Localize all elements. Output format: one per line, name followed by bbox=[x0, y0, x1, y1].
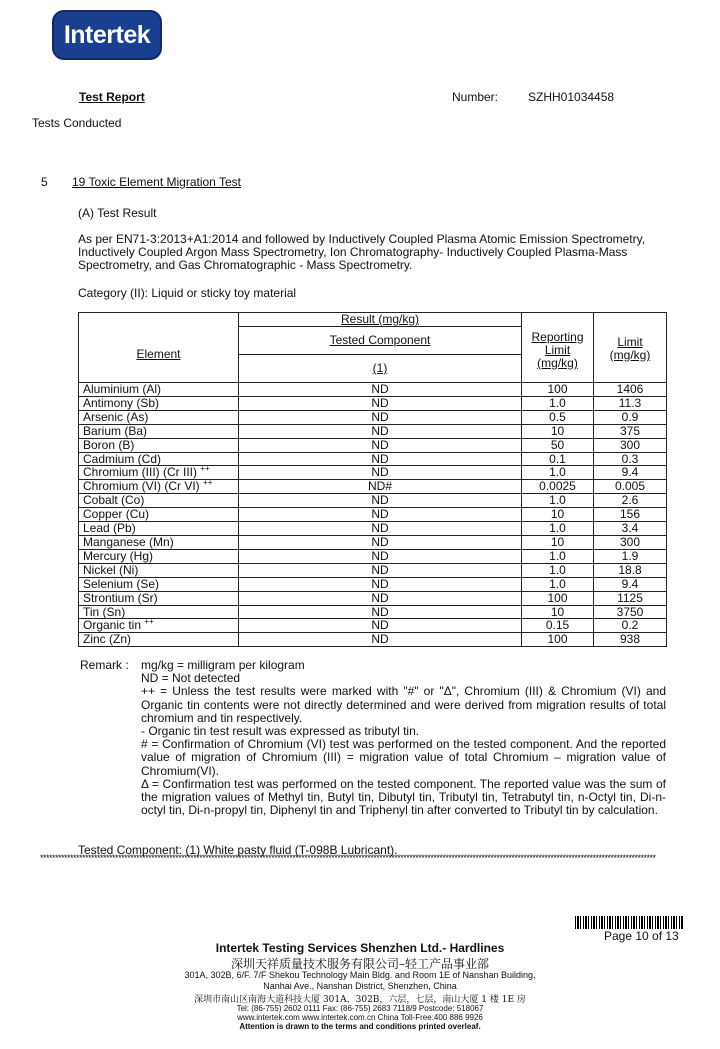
table-row bbox=[79, 633, 667, 647]
header-rl-line-2: Limit bbox=[544, 343, 571, 357]
result-cell bbox=[239, 424, 522, 438]
result-cell-text: ND bbox=[371, 396, 389, 410]
table-row bbox=[79, 522, 667, 536]
element-cell-text: Boron (B) bbox=[83, 438, 135, 452]
reporting-limit-cell bbox=[522, 383, 594, 397]
table-row bbox=[79, 591, 667, 605]
limit-cell bbox=[594, 410, 667, 424]
result-cell bbox=[239, 494, 522, 508]
result-cell-text: ND bbox=[371, 577, 389, 591]
reporting-limit-cell bbox=[522, 410, 594, 424]
limit-cell bbox=[594, 563, 667, 577]
element-cell bbox=[79, 522, 239, 536]
reporting-limit-cell-text: 0.0025 bbox=[539, 479, 576, 494]
element-cell bbox=[79, 619, 239, 633]
element-cell bbox=[79, 508, 239, 522]
reporting-limit-cell bbox=[522, 396, 594, 410]
reporting-limit-cell bbox=[522, 633, 594, 647]
result-cell bbox=[239, 633, 522, 647]
result-cell-text: ND bbox=[371, 618, 389, 633]
results-table bbox=[78, 312, 667, 647]
footer-attention: Attention is drawn to the terms and conditions printed overleaf. bbox=[239, 1022, 481, 1031]
limit-cell bbox=[594, 424, 667, 438]
footer-company-en: Intertek Testing Services Shenzhen Ltd.- Hardlines bbox=[215, 941, 505, 955]
remark-line: # = Confirmation of Chromium (VI) test was performed on the tested component. And the reported value of migration of Chromium (III) = migration value of total Chromium – migration value of Chromium(VI). bbox=[141, 737, 666, 778]
result-cell bbox=[239, 466, 522, 480]
result-cell-text: ND bbox=[371, 452, 389, 466]
test-method: As per EN71-3:2013+A1:2014 and followed by Inductively Coupled Plasma Atomic Emission Spectrometry, Inductively Coupled Argon Mass Spectrometry, Ion Chromatography- Inductively Coupled Plasma-Mass Spectrometry, and Gas Chromatographic - Mass Spectrometry. bbox=[78, 232, 646, 272]
table-row bbox=[79, 480, 667, 494]
limit-cell bbox=[594, 396, 667, 410]
element-cell-text: Manganese (Mn) bbox=[83, 535, 174, 549]
table-row bbox=[79, 383, 667, 397]
element-cell-text: Aluminium (Al) bbox=[83, 382, 162, 396]
reporting-limit-cell-text: 1.0 bbox=[549, 577, 566, 591]
footer-address-cn: 深圳市南山区南海大道科技大厦 301A、302B，六层，七层，南山大厦 1 楼 1E 房 bbox=[194, 995, 526, 1005]
table-row bbox=[79, 396, 667, 410]
element-cell-text: Nickel (Ni) bbox=[83, 563, 139, 577]
result-cell bbox=[239, 591, 522, 605]
table-row bbox=[79, 466, 667, 480]
result-cell bbox=[239, 619, 522, 633]
element-cell bbox=[79, 563, 239, 577]
element-cell bbox=[79, 466, 239, 480]
header-tested-component: Tested Component bbox=[239, 327, 522, 355]
report-number-label: Number: bbox=[452, 90, 499, 104]
reporting-limit-cell-text: 50 bbox=[550, 438, 565, 452]
limit-cell bbox=[594, 633, 667, 647]
element-cell-text: Arsenic (As) bbox=[83, 410, 149, 424]
reporting-limit-cell bbox=[522, 494, 594, 508]
element-cell bbox=[79, 633, 239, 647]
header-limit-line-2: (mg/kg) bbox=[609, 347, 651, 362]
element-cell-text: Mercury (Hg) bbox=[83, 549, 154, 563]
remark-line: - Organic tin test result was expressed as tributyl tin. bbox=[141, 724, 420, 739]
result-cell-text: ND# bbox=[367, 479, 392, 494]
result-cell-text: ND bbox=[371, 465, 389, 480]
result-cell bbox=[239, 605, 522, 619]
limit-cell bbox=[594, 605, 667, 619]
limit-cell bbox=[594, 466, 667, 480]
remark-label: Remark : bbox=[80, 658, 129, 672]
reporting-limit-cell-text: 0.1 bbox=[549, 452, 566, 466]
limit-cell-text: 18.8 bbox=[618, 563, 642, 577]
reporting-limit-cell-text: 1.0 bbox=[549, 465, 566, 480]
result-cell bbox=[239, 549, 522, 563]
report-number-value: SZHH01034458 bbox=[528, 90, 615, 104]
page-number: Page 10 of 13 bbox=[604, 929, 679, 943]
reporting-limit-cell-text: 100 bbox=[547, 382, 568, 396]
table-row bbox=[79, 452, 667, 466]
result-cell-text: ND bbox=[371, 493, 389, 508]
limit-cell-text: 1125 bbox=[617, 591, 643, 605]
limit-cell bbox=[594, 577, 667, 591]
result-cell-text: ND bbox=[371, 535, 389, 549]
table-row bbox=[79, 549, 667, 563]
element-cell bbox=[79, 383, 239, 397]
element-cell-text: Lead (Pb) bbox=[83, 521, 136, 536]
limit-cell-text: 2.6 bbox=[621, 493, 639, 508]
element-cell-text: Cadmium (Cd) bbox=[83, 452, 162, 466]
result-cell bbox=[239, 410, 522, 424]
element-cell-text: Selenium (Se) bbox=[83, 577, 160, 591]
result-cell bbox=[239, 508, 522, 522]
result-cell bbox=[239, 452, 522, 466]
reporting-limit-cell bbox=[522, 549, 594, 563]
table-row bbox=[79, 508, 667, 522]
logo-text: Intertek bbox=[63, 20, 151, 49]
header-component-1: (1) bbox=[239, 355, 522, 383]
result-cell-text: ND bbox=[371, 424, 389, 438]
result-cell bbox=[239, 396, 522, 410]
limit-cell bbox=[594, 535, 667, 549]
reporting-limit-cell-text: 1.0 bbox=[549, 396, 566, 410]
reporting-limit-cell-text: 10 bbox=[550, 535, 565, 549]
footer-company-cn: 深圳天祥质量技术服务有限公司–轻工产品事业部 bbox=[230, 957, 489, 971]
element-cell-text: Copper (Cu) bbox=[83, 507, 150, 522]
limit-cell-text: 300 bbox=[619, 535, 641, 549]
limit-cell bbox=[594, 480, 667, 494]
result-cell bbox=[239, 577, 522, 591]
header-element: Element bbox=[79, 313, 239, 383]
limit-cell-text: 11.3 bbox=[618, 396, 642, 410]
reporting-limit-cell bbox=[522, 438, 594, 452]
element-cell bbox=[79, 396, 239, 410]
reporting-limit-cell bbox=[522, 452, 594, 466]
element-cell bbox=[79, 410, 239, 424]
test-index: 5 bbox=[41, 175, 48, 189]
header-rl-line-3: (mg/kg) bbox=[537, 356, 578, 370]
result-cell-text: ND bbox=[371, 632, 389, 647]
limit-cell-text: 1406 bbox=[616, 382, 644, 396]
element-cell bbox=[79, 438, 239, 452]
limit-cell bbox=[594, 591, 667, 605]
header-result: Result (mg/kg) bbox=[239, 313, 522, 327]
intertek-logo bbox=[52, 10, 162, 60]
test-result-heading: (A) Test Result bbox=[78, 206, 157, 220]
reporting-limit-cell-text: 10 bbox=[550, 507, 565, 522]
reporting-limit-cell-text: 1.0 bbox=[549, 493, 566, 508]
element-cell bbox=[79, 535, 239, 549]
limit-cell-text: 300 bbox=[619, 438, 641, 452]
reporting-limit-cell-text: 100 bbox=[547, 632, 568, 647]
result-cell bbox=[239, 522, 522, 536]
table-row bbox=[79, 424, 667, 438]
limit-cell-text: 0.005 bbox=[614, 479, 646, 494]
footer-web: www.intertek.com www.intertek.com.cn China Toll-Free:400 886 9926 bbox=[237, 1013, 483, 1022]
limit-cell-text: 0.2 bbox=[621, 618, 639, 633]
reporting-limit-cell bbox=[522, 605, 594, 619]
result-cell-text: ND bbox=[371, 410, 389, 424]
limit-cell-text: 3750 bbox=[616, 605, 644, 619]
reporting-limit-cell bbox=[522, 563, 594, 577]
limit-cell-text: 9.4 bbox=[621, 465, 639, 480]
limit-cell-text: 375 bbox=[619, 424, 641, 438]
limit-cell-text: 0.3 bbox=[621, 452, 639, 466]
result-cell-text: ND bbox=[371, 549, 389, 563]
table-row bbox=[79, 410, 667, 424]
element-cell bbox=[79, 605, 239, 619]
reporting-limit-cell-text: 1.0 bbox=[549, 549, 566, 563]
result-cell-text: ND bbox=[371, 382, 389, 396]
result-cell bbox=[239, 383, 522, 397]
reporting-limit-cell bbox=[522, 480, 594, 494]
element-cell bbox=[79, 480, 239, 494]
table-row bbox=[79, 577, 667, 591]
limit-cell bbox=[594, 494, 667, 508]
separator-stars: ************************************************************************************************************************************************************************************************************* bbox=[40, 854, 656, 862]
footer-address-1: 301A, 302B, 6/F. 7/F Shekou Technology Main Bldg. and Room 1E of Nanshan Building, bbox=[184, 970, 536, 980]
result-cell bbox=[239, 480, 522, 494]
barcode-icon bbox=[575, 916, 683, 929]
reporting-limit-cell-text: 100 bbox=[547, 591, 568, 605]
limit-cell-text: 9.4 bbox=[621, 577, 639, 591]
remark-line: mg/kg = milligram per kilogram bbox=[141, 658, 305, 672]
reporting-limit-cell-text: 10 bbox=[550, 424, 565, 438]
element-cell bbox=[79, 591, 239, 605]
result-cell-text: ND bbox=[371, 605, 389, 619]
tested-component: Tested Component: (1) White pasty fluid (T-098B Lubricant). bbox=[78, 843, 398, 857]
remark-line: ++ = Unless the test results were marked with "#" or "Δ", Chromium (III) & Chromium (VI) and Organic tin contents were not directly determined and were derived from migration results of total chromium and tin respectively. bbox=[141, 684, 666, 725]
reporting-limit-cell-text: 1.0 bbox=[549, 563, 566, 577]
reporting-limit-cell bbox=[522, 466, 594, 480]
reporting-limit-cell bbox=[522, 619, 594, 633]
element-cell bbox=[79, 549, 239, 563]
footnote-mark: ++ bbox=[200, 465, 210, 474]
result-cell-text: ND bbox=[371, 521, 389, 536]
table-row bbox=[79, 605, 667, 619]
limit-cell bbox=[594, 508, 667, 522]
table-row bbox=[79, 563, 667, 577]
footer-contact: Tel: (86-755) 2602 0111 Fax: (86-755) 2683 7118/9 Postcode: 518067 bbox=[236, 1004, 484, 1013]
reporting-limit-cell-text: 0.15 bbox=[545, 618, 570, 633]
element-cell-text: Chromium (III) (Cr III) bbox=[83, 465, 197, 480]
element-cell-text: Zinc (Zn) bbox=[83, 632, 131, 647]
limit-cell-text: 3.4 bbox=[621, 521, 639, 536]
result-cell-text: ND bbox=[371, 591, 389, 605]
footnote-mark: ++ bbox=[144, 618, 154, 627]
element-cell bbox=[79, 577, 239, 591]
element-cell-text: Strontium (Sr) bbox=[83, 591, 158, 605]
limit-cell bbox=[594, 452, 667, 466]
reporting-limit-cell-text: 10 bbox=[550, 605, 565, 619]
footnote-mark: ++ bbox=[203, 479, 213, 488]
table-row bbox=[79, 438, 667, 452]
result-cell-text: ND bbox=[371, 438, 389, 452]
limit-cell bbox=[594, 438, 667, 452]
header-rl-line-1: Reporting bbox=[531, 330, 584, 344]
reporting-limit-cell-text: 1.0 bbox=[549, 521, 566, 536]
report-title: Test Report bbox=[79, 90, 145, 104]
limit-cell bbox=[594, 549, 667, 563]
limit-cell-text: 0.9 bbox=[621, 410, 639, 424]
reporting-limit-cell bbox=[522, 577, 594, 591]
material-category: Category (II): Liquid or sticky toy material bbox=[78, 286, 297, 300]
limit-cell-text: 156 bbox=[619, 507, 641, 522]
header-limit bbox=[594, 313, 667, 383]
element-cell-text: Tin (Sn) bbox=[83, 605, 126, 619]
reporting-limit-cell bbox=[522, 591, 594, 605]
footer-address-2: Nanhai Ave., Nanshan District, Shenzhen, China bbox=[263, 981, 457, 991]
header-reporting-limit bbox=[522, 313, 594, 383]
reporting-limit-cell bbox=[522, 508, 594, 522]
element-cell-text: Cobalt (Co) bbox=[83, 493, 145, 508]
limit-cell-text: 1.9 bbox=[621, 549, 639, 563]
reporting-limit-cell bbox=[522, 522, 594, 536]
remark-block bbox=[80, 659, 666, 817]
limit-cell bbox=[594, 522, 667, 536]
result-cell-text: ND bbox=[371, 507, 389, 522]
limit-cell-text: 938 bbox=[619, 632, 641, 647]
section-title: Tests Conducted bbox=[32, 116, 122, 130]
reporting-limit-cell bbox=[522, 535, 594, 549]
element-cell bbox=[79, 424, 239, 438]
result-cell bbox=[239, 535, 522, 549]
result-cell bbox=[239, 438, 522, 452]
element-cell-text: Organic tin bbox=[83, 618, 142, 633]
reporting-limit-cell-text: 0.5 bbox=[549, 410, 566, 424]
result-cell-text: ND bbox=[371, 563, 389, 577]
table-row bbox=[79, 535, 667, 549]
limit-cell bbox=[594, 619, 667, 633]
element-cell-text: Chromium (VI) (Cr VI) bbox=[83, 479, 200, 494]
result-cell bbox=[239, 563, 522, 577]
reporting-limit-cell bbox=[522, 424, 594, 438]
remark-line: Δ = Confirmation test was performed on the tested component. The reported value was the sum of the migration values of Methyl tin, Butyl tin, Dibutyl tin, Tributyl tin, Tetrabutyl tin, n-Octyl tin, Di-n-octyl tin, Di-n-propyl tin, Diphenyl tin and Triphenyl tin after converted to Tributyl tin by calculation. bbox=[141, 776, 666, 818]
table-row bbox=[79, 494, 667, 508]
element-cell bbox=[79, 452, 239, 466]
table-row bbox=[79, 619, 667, 633]
header-limit-line-1: Limit bbox=[617, 334, 643, 349]
remark-line: ND = Not detected bbox=[141, 671, 241, 686]
element-cell bbox=[79, 494, 239, 508]
test-name: 19 Toxic Element Migration Test bbox=[72, 175, 241, 189]
element-cell-text: Barium (Ba) bbox=[83, 424, 148, 438]
element-cell-text: Antimony (Sb) bbox=[83, 396, 160, 410]
limit-cell bbox=[594, 383, 667, 397]
